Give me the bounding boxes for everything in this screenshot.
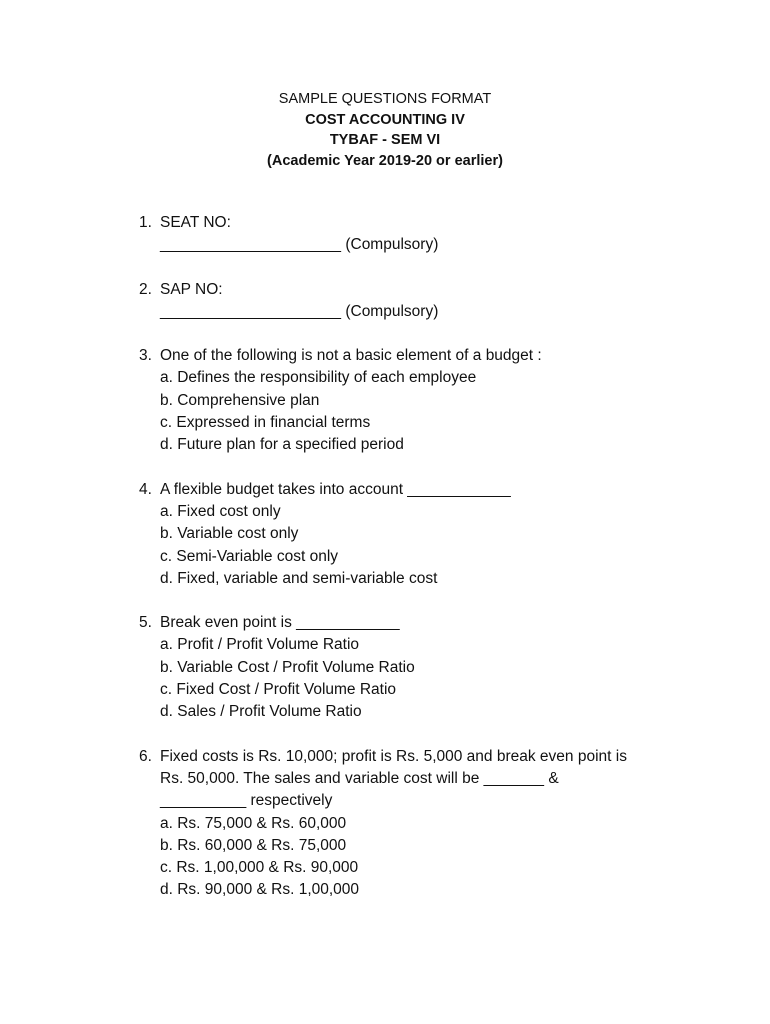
option-b: b. Rs. 60,000 & Rs. 75,000 <box>160 836 347 854</box>
question-text: SEAT NO: <box>160 214 231 231</box>
question-text: SAP NO: <box>160 280 223 298</box>
option-a: a. Fixed cost only <box>160 502 281 520</box>
question-text: Break even point is ____________ <box>160 614 400 632</box>
document-header <box>0 89 770 171</box>
header-academic-year: (Academic Year 2019-20 or earlier) <box>267 152 503 169</box>
option-b: b. Variable cost only <box>160 525 299 543</box>
option-d: d. Fixed, variable and semi-variable cost <box>160 569 438 587</box>
question-number: 6. <box>139 747 152 765</box>
header-class: TYBAF - SEM VI <box>329 132 441 148</box>
question-3 <box>139 345 659 456</box>
option-c: c. Rs. 1,00,000 & Rs. 90,000 <box>160 859 359 877</box>
option-a: a. Defines the responsibility of each employee <box>160 369 477 387</box>
question-text-line-2: Rs. 50,000. The sales and variable cost will be _______ & <box>160 769 559 787</box>
option-d: d. Future plan for a specified period <box>160 436 404 454</box>
option-d: d. Sales / Profit Volume Ratio <box>160 703 362 721</box>
option-c: c. Fixed Cost / Profit Volume Ratio <box>160 681 397 699</box>
question-6 <box>139 746 659 902</box>
question-number: 5. <box>139 614 152 632</box>
question-2 <box>139 279 659 324</box>
question-text: A flexible budget takes into account ____________ <box>160 480 511 498</box>
option-c: c. Semi-Variable cost only <box>160 547 339 565</box>
question-number: 1. <box>139 214 152 231</box>
question-number: 3. <box>139 347 152 365</box>
option-a: a. Profit / Profit Volume Ratio <box>160 636 360 654</box>
question-5 <box>139 612 659 723</box>
header-format-title: SAMPLE QUESTIONS FORMAT <box>278 91 492 107</box>
option-d: d. Rs. 90,000 & Rs. 1,00,000 <box>160 881 360 899</box>
question-number: 2. <box>139 280 152 298</box>
seat-no-field: _____________________ (Compulsory) <box>160 236 439 254</box>
question-4 <box>139 479 659 590</box>
question-text: One of the following is not a basic element of a budget : <box>160 347 542 365</box>
question-1 <box>139 212 659 257</box>
question-number: 4. <box>139 480 152 498</box>
question-text-line-1: Fixed costs is Rs. 10,000; profit is Rs. 5,000 and break even point is <box>160 747 627 765</box>
option-a: a. Rs. 75,000 & Rs. 60,000 <box>160 814 347 832</box>
option-c: c. Expressed in financial terms <box>160 414 371 432</box>
header-subject: COST ACCOUNTING IV <box>305 111 465 128</box>
sap-no-field: _____________________ (Compulsory) <box>160 302 439 320</box>
question-list <box>139 212 659 924</box>
option-b: b. Comprehensive plan <box>160 391 320 409</box>
option-b: b. Variable Cost / Profit Volume Ratio <box>160 658 415 676</box>
question-text-line-3: __________ respectively <box>160 792 333 810</box>
